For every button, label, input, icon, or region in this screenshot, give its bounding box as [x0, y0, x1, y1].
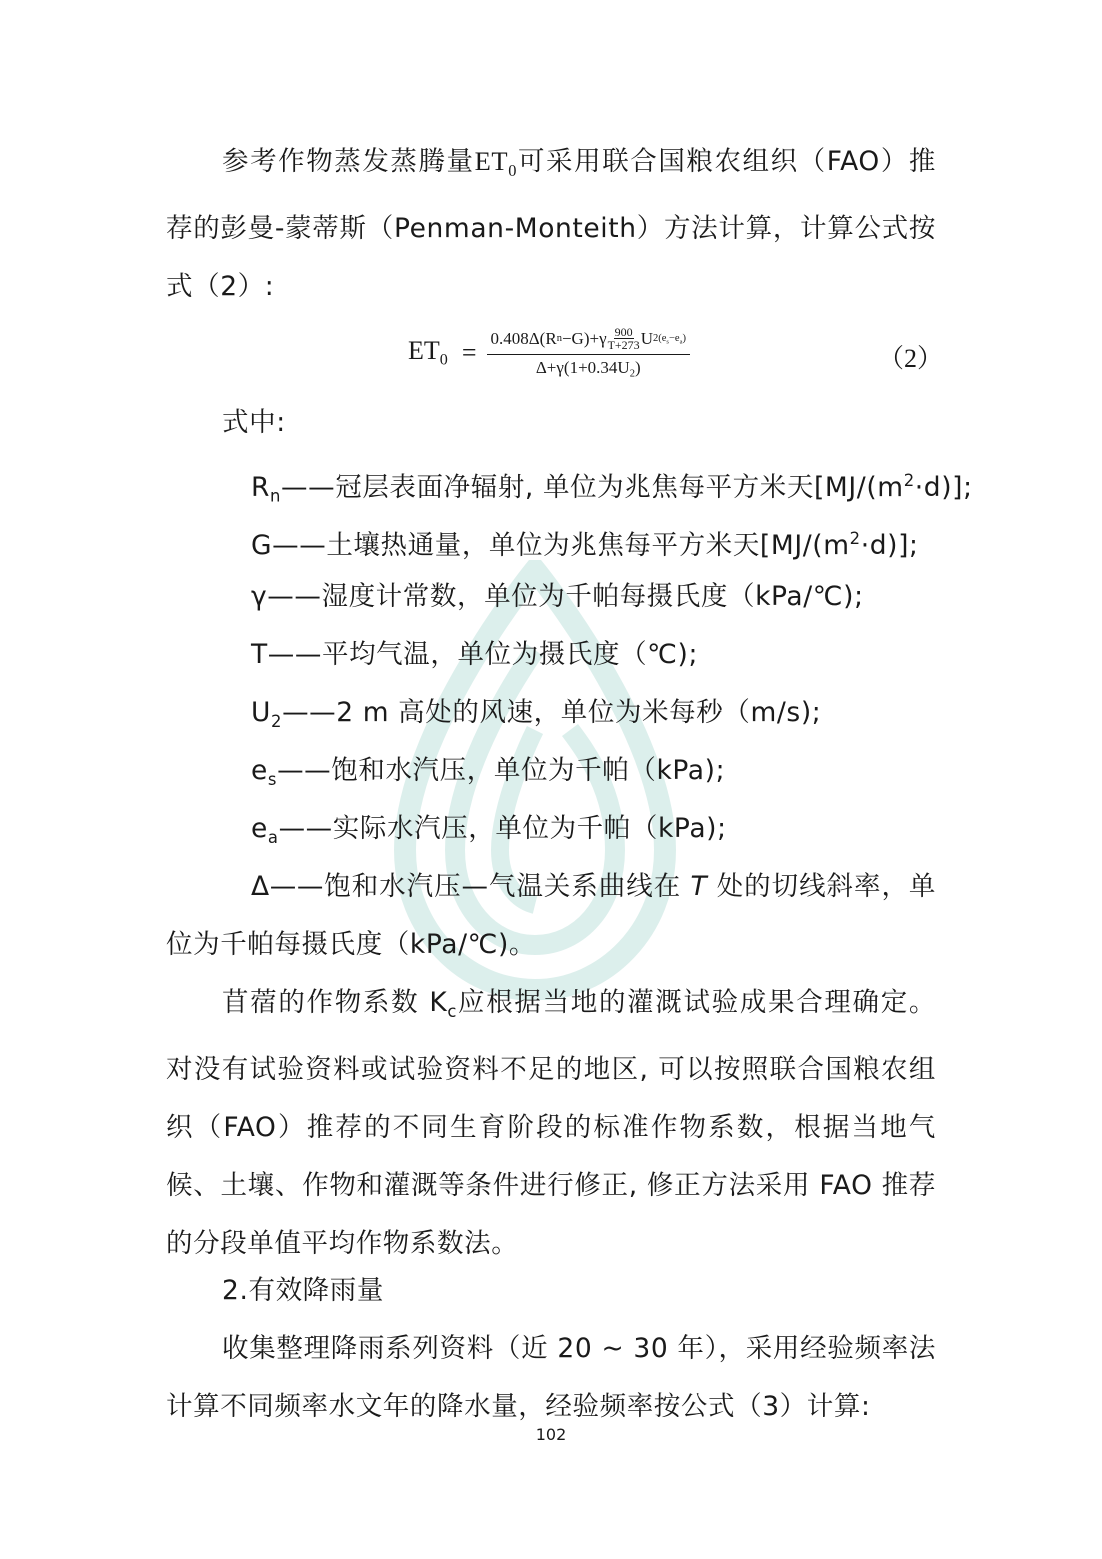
equals-sign: = [461, 338, 477, 367]
def-g: G——土壤热通量，单位为兆焦每平方米天$[MJ/(m^2\cdot d)]$; [251, 529, 919, 561]
page-number: 102 [535, 1425, 567, 1444]
def-gamma: γ——湿度计常数，单位为千帕每摄氏度（kPa/℃); [251, 581, 864, 612]
def-ea: $e_a——$实际水汽压，单位为千帕（kPa); [251, 813, 727, 847]
temperature-fraction: 900 T+273 [607, 325, 640, 353]
formula-fraction [487, 326, 691, 380]
formula-lhs: $ET_0$ [408, 336, 448, 369]
def-u2: $U_2——2$ m 高处的风速，单位为米每秒（m/s); [251, 697, 822, 731]
kc-paragraph: 苜蓿的作物系数 $K_c$应根据当地的灌溉试验成果合理确定。对没有试验资料或试验资料不足的地区, 可以按照联合国粮农组织（FAO）推荐的不同生育阶段的标准作物系数，根据当地气候、土壤、作物和灌溉等条件进行修正, 修正方法采用 FAO 推荐的分段单值平均作物系数法。 [166, 987, 937, 1259]
def-delta: Δ——饱和水汽压—气温关系曲线在 T 处的切线斜率，单位为千帕每摄氏度（kPa/℃)。 [166, 871, 936, 960]
formula-numerator: 0.408Δ(R n −G)+γ 900 T+273 U $2(e_s-e_a)$ [487, 326, 691, 355]
section-heading: 2.有效降雨量 [222, 1275, 384, 1306]
def-rn: $R_n——$冠层表面净辐射, 单位为兆焦每平方米天$[MJ/(m^2\cdot d)]$; [251, 471, 973, 506]
formula-denominator: $\Delta+\gamma(1+0.34U_2)$ [535, 358, 641, 380]
equation-number: （2） [878, 344, 944, 373]
def-t: T——平均气温，单位为摄氏度（℃); [251, 639, 699, 670]
def-es: $e_s——$饱和水汽压，单位为千帕（kPa); [251, 755, 726, 789]
where-label: 式中: [222, 407, 286, 438]
rain-paragraph: 收集整理降雨系列资料（近 20 ~ 30 年），采用经验频率法计算不同频率水文年的降水量，经验频率按公式（3）计算: [166, 1333, 936, 1422]
penman-monteith-formula [408, 318, 690, 388]
intro-paragraph: 参考作物蒸发蒸腾量$ET_0$可采用联合国粮农组织（FAO）推荐的彭曼-蒙蒂斯（Penman-Monteith）方法计算，计算公式按式（2）: [166, 146, 936, 302]
